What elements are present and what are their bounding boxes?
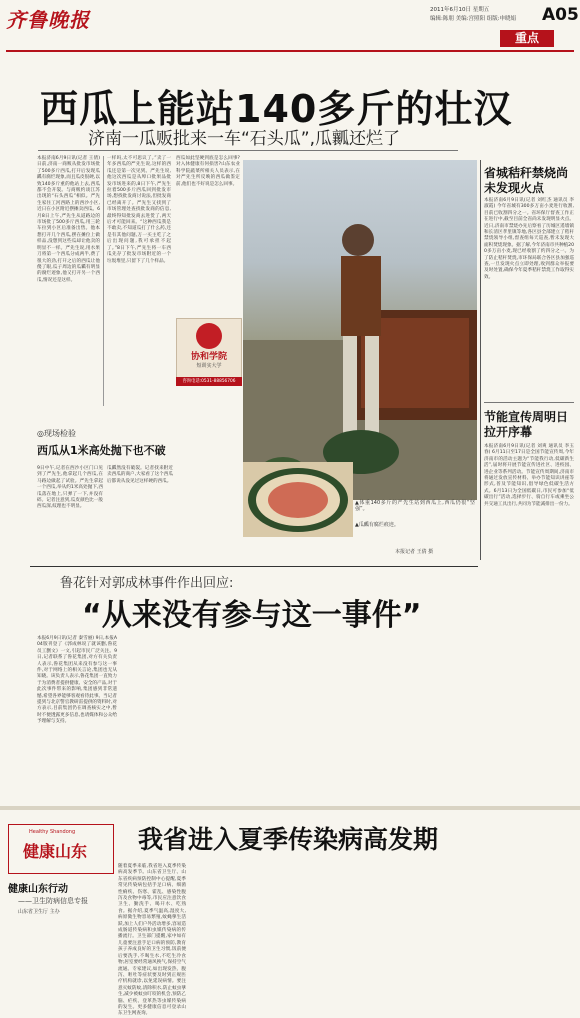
luhua-headline: “从来没有参与这一事件”	[82, 598, 422, 633]
health-col-1: 随着夏季来临,我省进入夏季传染病高发季节。山东省卫生厅、山东省疾病预防控制中心提醒,夏季常见传染病包括手足口病、细菌性痢疾、伤寒、霍乱、感染性腹泻及食物中毒等,市民应注意饮食卫生、勤洗手、喝开水、吃熟食。据介绍,夏季气温高,湿度大,病原微生物容易繁殖,蚊蝇孳生活跃,加上人们户外活动增多,容易造成肠道传染病和虫媒传染病的传播流行。卫生部门提醒,家中如有儿童要注意手足口病的预防,教育孩子养成良好的卫生习惯,饭前便后要洗手,不喝生水,不吃生冷食物;居室要经常通风换气,保持空气流通。专家建议,如出现发热、腹泻、呕吐等症状要及时到正规医疗机构就诊,以免延误病情。要注意灭蚊防蚊,清除积水,防止蚊虫孳生,减少被蚊虫叮咬的机会,预防乙脑、疟疾、登革热等虫媒传染病的发生。更多健康信息可登录山东卫生网查询。	[118, 864, 186, 1017]
health-column-org: 山东省卫生厅 主办	[18, 909, 60, 915]
ad-title: 协和学院	[190, 352, 227, 362]
luhua-col-1: 本报6月9日讯(记者 秦雪丽) 9日,本报A04版刊登了《郭成林说了就该删,鲁花员工删文》一文,引起市民广泛关注。9日,记者联系了鲁花集团,对方有关负责人表示,鲁花集团从来没有参与这一事件,对于网络上的相关言论,集团也无从知晓。该负责人表示,鲁花集团一直致力于为消费者提供健康、安全的产品,对于此次事件带来的影响,集团感到非常遗憾,希望各界能够客观看待此事。当记者提到与北京警官教研雷提供的资料时,对方表示,目前集团仍在调查核实之中,暂时不便透露更多信息,也请媒体和公众给予理解与支持。	[37, 636, 117, 725]
luhua-col-4	[288, 636, 368, 766]
main-story-col-1: 本报济南6月9日讯(记者 王倩) 日前,济南一商贩从批发市场批了500多斤西瓜,打开后发现瓜瓤有腐烂现象,而且瓜皮很硬,以致140多斤重的他站上去,西瓜都不会开裂。与商贩约谈江苏出现的“石头西瓜”相似。严先生家住工河西路上的西沙小区,近日在小区附近摆摊卖西瓜。6月8日上午,严先生从道路边的市场批了500多斤西瓜,用三轮车拉到小区后准备出售。他本想打开几个西瓜,摆在摊位上做样品,没想到这些瓜却让他卖的明显不一样。严先生说,用水果刀将第一个西瓜分成两半,费了很大的劲,打开之后的西瓜让他傻了眼,瓜子周边的瓜瓤有明显的腐烂迹象,他又打开另一个西瓜,情况还是这样。	[37, 156, 100, 283]
ad-subtitle: 短训实大学	[196, 363, 222, 369]
field-col-1: 9日中午,记者在西沙小区门口见到了严先生,他拿起几个西瓜,在马路边做起了试验。严先生拿起一个西瓜,举从约1米高处抛下,西瓜落在地上,只弹了一下,并没有碎。记者注意到,瓜皮颜色比一般西瓜深,纹理也不明显。	[37, 466, 103, 510]
col-divider	[103, 156, 104, 406]
ad-box	[176, 318, 242, 378]
main-subhead: 济南一瓜贩批来一车“石头瓜”,瓜瓤还烂了	[88, 129, 401, 149]
photo-caption-2: ▲瓜瓤有腐烂痕迹。	[355, 522, 399, 528]
section-tag: 重点	[500, 30, 554, 47]
newspaper-logo: 齐鲁晚报	[6, 8, 90, 32]
luhua-col-2	[120, 636, 200, 766]
main-story-col-3: 西瓜如此坚硬到底是怎么回事?对入休健康有何损害?山东农业科学院蔬菜所相关人员表示,在对严先生所反映的西瓜做鉴定前,他们也不好说是怎么回事。	[176, 156, 240, 187]
sidebar-rule	[484, 402, 574, 403]
watermelon-cross-section-photo	[243, 462, 353, 537]
health-intro-text	[8, 918, 112, 968]
melon-inset	[243, 462, 353, 537]
main-story-col-2: 一样吗,太不可思议了。”卖了一年多西瓜的严先生说,这样的西瓜还是第一次见到。严先生说,他这次西瓜是从埠口批果品批发市场进来的,8日下午,严先生拉着500多斤西瓜回到批发市场,想找批发商讨说法,但批发商已经离开了。严先生又找到了市场管理处查找批发商的信息,最终得知批发商去进货了,两天后才可能回来。“这种西瓜我是不敢卖,不知道瓜打了什么药,还是有其他问题,万一买主吃了之后出现问题,我可承担不起了。”8日下午,严先生将一车西瓜先存了批发市场附近的一个垃圾堆里,只留下了几个样品。	[107, 156, 171, 264]
health-column-title: 健康山东行动	[8, 884, 68, 895]
sidebar-story1-title: 省城秸秆禁烧尚未发现火点	[484, 166, 569, 195]
main-headline: 西瓜上能站140多斤的壮汉	[40, 87, 513, 131]
photo-credit: 本报记者 王倩 摄	[395, 549, 434, 555]
man-standing-on-watermelon-photo	[243, 160, 477, 500]
luhua-col-5	[372, 636, 472, 766]
header-meta	[430, 6, 516, 24]
photo-caption: ▲体重140多斤的严先生站到西瓜上,西瓜仍很“坚强”。	[355, 500, 475, 513]
health-col-3	[262, 864, 330, 970]
circle-bullet-icon: ◎	[37, 429, 44, 438]
editors-line: 编辑:陈朋 美编:宫照阳 组版:申晓娟	[430, 16, 517, 22]
photo-scene	[243, 160, 477, 500]
health-column-subtitle: ——卫生防病信息专报	[18, 897, 88, 905]
health-col-4	[334, 864, 402, 970]
sidebar-story2-text: 本报济南6月9日讯(记者 刘爽 通讯员 李玉春) 6月11日至17日是全国节能宣传周,今年济南市的活动主题为“节能我行动,低碳新生活”,届时将开展节能宣传进社区、进校园、进企业等系列活动。节能宣传周期间,济南市将通过发放宣传材料、举办节能知识讲座等形式,普及节能知识,倡导绿色低碳生活方式。6月13日为全国低碳日,市民可参加“低碳出行”活动,选择步行、骑自行车或乘坐公共交通工具出行,共同为节能减排出一份力。	[484, 444, 574, 507]
sidebar-story1-text: 本报济南6月9日讯(记者 刘红杰 通讯员 李淑霞) 今年省城有300多万亩小麦进行收割,目前已收割四分之一。省环保厅督查工作正在进行中,截至目前全省尚未发现明显火点。近日,济南市禁烧办先后察看了历城区遥墙镇和长清区孝里镇等地,各区县全部建立了秸秆禁烧领导小组,督查组每天巡查,暂未发现大面积焚烧现象。据了解,今年济南市共种植200多万亩小麦,现已经收割了约四分之一。为了防止秸秆焚烧,市环保局联合各区县加强巡查,一旦发现火点立即处理,收到群众举报要及时处置,确保今年夏季秸秆禁烧工作取得实效。	[484, 198, 574, 280]
health-col-2	[190, 864, 258, 970]
subhead-rule	[38, 150, 458, 151]
sidebar-divider	[480, 160, 481, 560]
sidebar-story2-title: 节能宣传周明日拉开序幕	[484, 410, 569, 439]
healthy-shandong-logo	[8, 824, 114, 874]
health-col-5	[406, 864, 474, 970]
field-col-2: 瓜瓤然没有破裂。记者找来附近卖西瓜的商户,大家看了这个西瓜后都说从没见过这样硬的西瓜。	[107, 466, 173, 484]
luhua-col-3	[204, 636, 284, 766]
health-headline: 我省进入夏季传染病高发期	[138, 825, 439, 854]
issue-date: 2011年6月10日 星期五	[430, 7, 490, 13]
field-kicker: ◎现场检验	[37, 429, 76, 438]
header-divider	[6, 50, 574, 52]
page-code: A05	[542, 5, 579, 25]
field-col-3	[176, 466, 242, 556]
ad-logo-icon	[196, 323, 222, 349]
luhua-top-rule	[30, 566, 478, 567]
bottom-section-divider	[0, 806, 580, 810]
field-title: 西瓜从1米高处抛下也不破	[37, 444, 166, 457]
ad-phone: 咨询电话:0531-88856706	[176, 377, 242, 386]
luhua-kicker: 鲁花针对郭成林事件作出回应:	[60, 576, 234, 591]
logo-en: Healthy Shandong	[29, 829, 76, 835]
logo-text: 健康山东	[23, 842, 88, 861]
health-col-6	[478, 864, 574, 970]
